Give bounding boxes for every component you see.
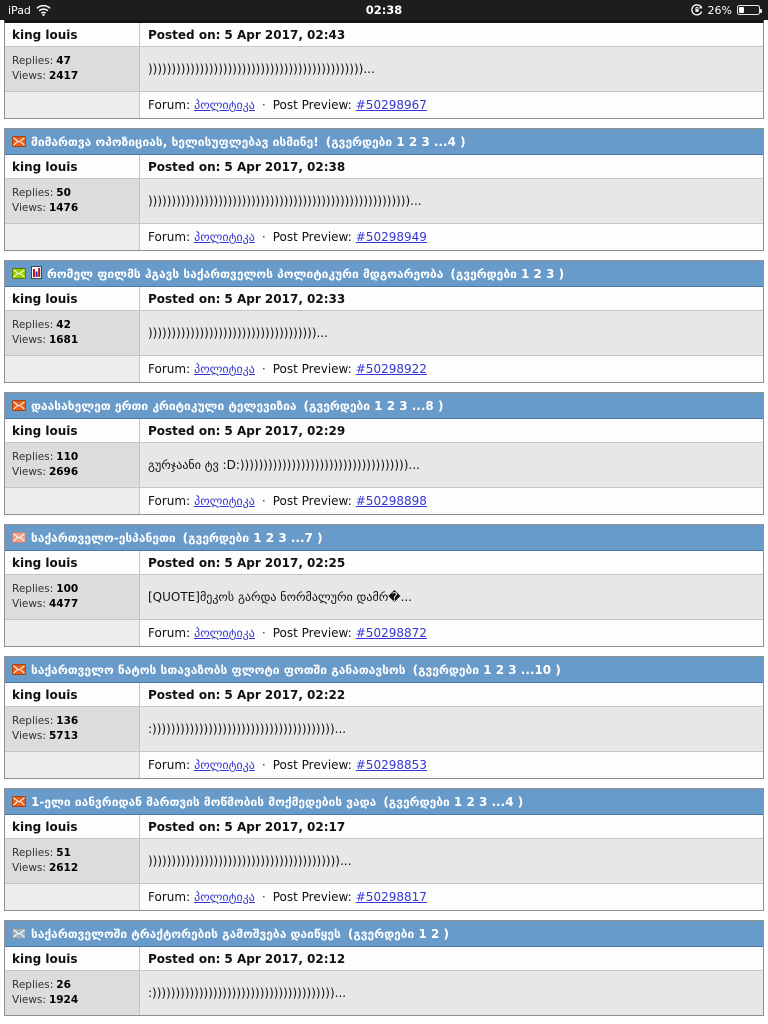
views-stat: Views: 2696 [12, 466, 79, 478]
post-preview-label: Post Preview: [272, 230, 352, 244]
replies-stat: Replies: 136 [12, 714, 79, 727]
replies-stat: Replies: 50 [12, 186, 71, 199]
dot-separator: · [261, 758, 266, 772]
post-preview-link[interactable]: #50298967 [355, 98, 427, 112]
topic-pages[interactable]: (გვერდები 1 2 3 ...10 ) [412, 662, 561, 677]
post-preview-link[interactable]: #50298922 [355, 362, 427, 376]
post-preview-label: Post Preview: [272, 758, 352, 772]
post-preview-text: :)))))))))))))))))))))))))))))))))))))))... [140, 971, 763, 1015]
envelope-icon [12, 796, 26, 807]
post-preview-text: ))))))))))))))))))))))))))))))))))))))))))))))... [140, 47, 763, 91]
topic-card [4, 20, 764, 119]
forum-label: Forum: [148, 230, 191, 244]
dot-separator: · [261, 494, 266, 508]
post-preview-text: )))))))))))))))))))))))))))))))))))))))))... [140, 839, 763, 883]
forum-label: Forum: [148, 890, 191, 904]
forum-link[interactable]: პოლიტიკა [194, 626, 255, 640]
topic-header [5, 393, 763, 419]
post-preview-link[interactable]: #50298949 [355, 230, 427, 244]
post-preview-label: Post Preview: [272, 98, 352, 112]
posted-on-label: Posted on: [148, 159, 221, 174]
post-preview-label: Post Preview: [272, 362, 352, 376]
forum-label: Forum: [148, 494, 191, 508]
dot-separator: · [261, 362, 266, 376]
topic-title[interactable]: საქართველო ნატოს სთავაზობს ფლოტი ფოთში განათავსოს [31, 662, 406, 677]
topic-title[interactable]: დაასახელეთ ერთი კრიტიკული ტელევიზია [31, 398, 297, 413]
forum-label: Forum: [148, 362, 191, 376]
device-label: iPad [8, 3, 31, 17]
topic-card [4, 656, 764, 779]
username: king louis [5, 23, 140, 46]
topic-card [4, 524, 764, 647]
posted-on-value: 5 Apr 2017, 02:17 [224, 819, 346, 834]
forum-link[interactable]: პოლიტიკა [194, 890, 255, 904]
post-preview-text: გურჯაანი ტვ :D:))))))))))))))))))))))))))))))))))))... [140, 443, 763, 487]
views-stat: Views: 5713 [12, 730, 79, 742]
forum-label: Forum: [148, 758, 191, 772]
posted-on-value: 5 Apr 2017, 02:12 [224, 951, 346, 966]
topic-pages[interactable]: (გვერდები 1 2 3 ...4 ) [383, 794, 524, 809]
replies-stat: Replies: 51 [12, 846, 71, 859]
username: king louis [5, 155, 140, 178]
replies-stat: Replies: 100 [12, 582, 79, 595]
forum-link[interactable]: პოლიტიკა [194, 362, 255, 376]
posted-on-label: Posted on: [148, 291, 221, 306]
forum-label: Forum: [148, 626, 191, 640]
forum-link[interactable]: პოლიტიკა [194, 494, 255, 508]
replies-stat: Replies: 42 [12, 318, 71, 331]
wifi-icon [36, 5, 51, 16]
topic-pages[interactable]: (გვერდები 1 2 ) [347, 926, 449, 941]
envelope-icon [12, 928, 26, 939]
posted-on-label: Posted on: [148, 819, 221, 834]
views-stat: Views: 4477 [12, 598, 79, 610]
topic-pages[interactable]: (გვერდები 1 2 3 ...4 ) [325, 134, 466, 149]
posted-on-label: Posted on: [148, 951, 221, 966]
posted-on-value: 5 Apr 2017, 02:29 [224, 423, 346, 438]
posted-on-label: Posted on: [148, 555, 221, 570]
views-stat: Views: 2417 [12, 70, 79, 82]
dot-separator: · [261, 230, 266, 244]
dot-separator: · [261, 626, 266, 640]
topic-header [5, 129, 763, 155]
topic-card [4, 392, 764, 515]
posted-on-value: 5 Apr 2017, 02:33 [224, 291, 346, 306]
username: king louis [5, 419, 140, 442]
dot-separator: · [261, 98, 266, 112]
post-preview-link[interactable]: #50298817 [355, 890, 427, 904]
views-stat: Views: 1681 [12, 334, 79, 346]
topic-card [4, 128, 764, 251]
topic-title[interactable]: 1-ელი იანვრიდან მართვის მოწმობის მოქმედების ვადა [31, 794, 377, 809]
topic-header [5, 657, 763, 683]
poll-icon [31, 266, 42, 282]
views-stat: Views: 2612 [12, 862, 79, 874]
replies-stat: Replies: 26 [12, 978, 71, 991]
ios-status-bar [0, 0, 768, 20]
forum-link[interactable]: პოლიტიკა [194, 98, 255, 112]
forum-link[interactable]: პოლიტიკა [194, 758, 255, 772]
views-stat: Views: 1924 [12, 994, 79, 1006]
forum-label: Forum: [148, 98, 191, 112]
forum-link[interactable]: პოლიტიკა [194, 230, 255, 244]
dot-separator: · [261, 890, 266, 904]
views-stat: Views: 1476 [12, 202, 79, 214]
username: king louis [5, 551, 140, 574]
post-preview-label: Post Preview: [272, 494, 352, 508]
clock: 02:38 [365, 3, 403, 17]
replies-stat: Replies: 110 [12, 450, 79, 463]
envelope-icon [12, 664, 26, 675]
envelope-icon [12, 268, 26, 279]
topic-pages[interactable]: (გვერდები 1 2 3 ...7 ) [182, 530, 323, 545]
topic-header [5, 261, 763, 287]
envelope-icon [12, 532, 26, 543]
topic-pages[interactable]: (გვერდები 1 2 3 ) [450, 266, 565, 281]
posted-on-label: Posted on: [148, 687, 221, 702]
post-preview-text: ))))))))))))))))))))))))))))))))))))))))))))))))))))))))... [140, 179, 763, 223]
topic-header [5, 921, 763, 947]
posted-on-label: Posted on: [148, 423, 221, 438]
topic-list [0, 20, 768, 1016]
topic-title[interactable]: საქართველოში ტრაქტორების გამოშვება დაიწყეს [31, 926, 341, 941]
posted-on-value: 5 Apr 2017, 02:25 [224, 555, 346, 570]
post-preview-text: [QUOTE]მეკოს გარდა ნორმალური დამრ�... [140, 575, 763, 619]
topic-title[interactable]: რომელ ფილმს ჰგავს საქართველოს პოლიტიკური მდგოარეობა [47, 266, 444, 281]
topic-title[interactable]: საქართველო-ესპანეთი [31, 530, 176, 545]
username: king louis [5, 947, 140, 970]
battery-icon [737, 5, 760, 15]
posted-on-value: 5 Apr 2017, 02:43 [224, 27, 346, 42]
envelope-icon [12, 400, 26, 411]
topic-header [5, 525, 763, 551]
topic-pages[interactable]: (გვერდები 1 2 3 ...8 ) [303, 398, 444, 413]
topic-card [4, 920, 764, 1016]
topic-card [4, 788, 764, 911]
post-preview-label: Post Preview: [272, 890, 352, 904]
replies-stat: Replies: 47 [12, 54, 71, 67]
username: king louis [5, 287, 140, 310]
posted-on-label: Posted on: [148, 27, 221, 42]
post-preview-label: Post Preview: [272, 626, 352, 640]
topic-card [4, 260, 764, 383]
topic-title[interactable]: მიმართვა ოპოზიციას, ხელისუფლებავ ისმინე! [31, 134, 319, 149]
orientation-lock-icon [691, 4, 703, 16]
post-preview-text: ))))))))))))))))))))))))))))))))))))... [140, 311, 763, 355]
username: king louis [5, 815, 140, 838]
post-preview-text: :)))))))))))))))))))))))))))))))))))))))... [140, 707, 763, 751]
battery-percent: 26% [707, 3, 732, 17]
post-preview-link[interactable]: #50298898 [355, 494, 427, 508]
post-preview-link[interactable]: #50298853 [355, 758, 427, 772]
post-preview-link[interactable]: #50298872 [355, 626, 427, 640]
username: king louis [5, 683, 140, 706]
posted-on-value: 5 Apr 2017, 02:38 [224, 159, 346, 174]
topic-header [5, 789, 763, 815]
posted-on-value: 5 Apr 2017, 02:22 [224, 687, 346, 702]
envelope-icon [12, 136, 26, 147]
